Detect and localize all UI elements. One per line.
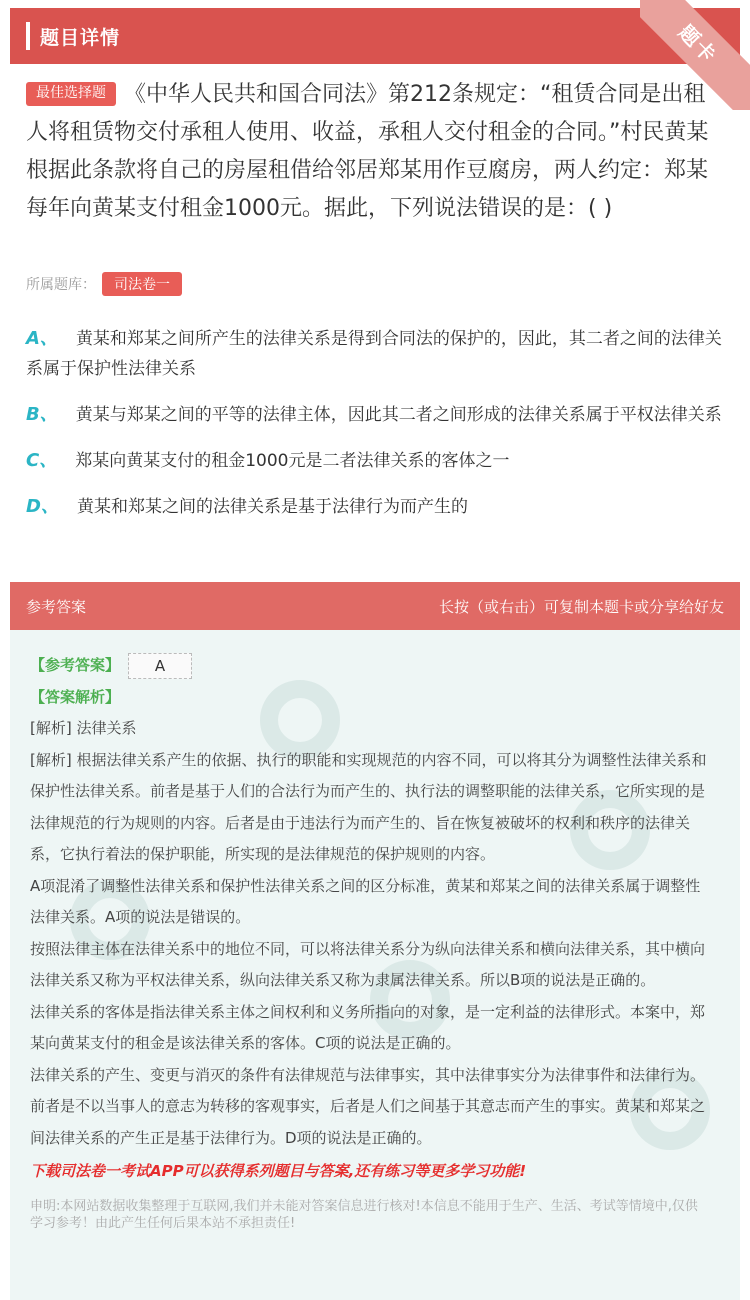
analysis-paragraph: 按照法律主体在法律关系中的地位不同，可以将法律关系分为纵向法律关系和横向法律关系，其中横向法律关系又称为平权法律关系，纵向法律关系又称为隶属法律关系。所以B项的说法是正确的。 [30,939,706,989]
option-d[interactable] [26,492,726,522]
answer-header-title: 参考答案 [26,597,87,616]
share-hint: 长按（或右击）可复制本题卡或分享给好友 [438,597,724,616]
answer-content [30,650,710,1232]
question-text-block [26,76,726,228]
analysis-paragraph: 法律关系的产生、变更与消灭的条件有法律规范与法律事实，其中法律事实分为法律事件和法律行为。前者是不以当事人的意志为转移的客观事实，后者是人们之间基于其意志而产生的事实。黄某和郑某之间法律关系的产生正是基于法律行为。D项的说法是正确的。 [30,1065,706,1147]
option-letter: C、 [26,450,58,471]
option-c[interactable] [26,446,726,476]
corner-ribbon-label[interactable]: 题卡 [640,0,750,110]
option-letter: B、 [26,404,58,425]
option-text: 郑某向黄某支付的租金1000元是二者法律关系的客体之一 [75,451,510,471]
option-b[interactable] [26,400,726,430]
header-bar [10,8,740,64]
analysis-paragraph: A项混淆了调整性法律关系和保护性法律关系之间的区分标准，黄某和郑某之间的法律关系属于调整性法律关系。A项的说法是错误的。 [30,876,701,926]
options-list [26,324,726,538]
app-download-link[interactable]: 下载司法卷一考试APP可以获得系列题目与答案,还有练习等更多学习功能! [30,1162,527,1180]
option-letter: A、 [26,328,58,349]
answer-panel [10,630,740,1300]
header-accent [26,22,30,50]
option-text: 黄某和郑某之间所产生的法律关系是得到合同法的保护的，因此，其二者之间的法律关系属于保护性法律关系 [26,329,722,379]
reference-answer-row [30,650,710,682]
analysis-paragraph: 法律关系的客体是指法律关系主体之间权利和义务所指向的对象，是一定利益的法律形式。本案中，郑某向黄某支付的租金是该法律关系的客体。C项的说法是正确的。 [30,1002,706,1052]
reference-answer-label: 【参考答案】 [30,656,121,674]
disclaimer-text: 申明:本网站数据收集整理于互联网,我们并未能对答案信息进行核对!本信息不能用于生产、生活、考试等情境中,仅供学习参考！由此产生任何后果本站不承担责任! [30,1198,698,1231]
bank-label: 所属题库： [26,277,96,293]
question-bank-row [26,272,182,296]
analysis-label: 【答案解析】 [30,687,121,706]
option-a[interactable] [26,324,726,384]
analysis-paragraph: [解析] 法律关系 [30,719,137,737]
option-text: 黄某与郑某之间的平等的法律主体，因此其二者之间形成的法律关系属于平权法律关系 [75,405,722,425]
option-text: 黄某和郑某之间的法律关系是基于法律行为而产生的 [76,497,468,517]
question-text: 《中华人民共和国合同法》第212条规定：“租赁合同是出租人将租赁物交付承租人使用、收益，承租人交付租金的合同。”村民黄某根据此条款将自己的房屋租借给邻居郑某用作豆腐房，两人约定：郑某每年向黄某支付租金1000元。据此，下列说法错误的是：( ) [26,82,709,221]
bank-tag[interactable]: 司法卷一 [102,272,182,296]
reference-answer-value: A [128,653,192,679]
answer-header-bar [10,582,740,630]
option-letter: D、 [26,496,59,517]
analysis-paragraph: [解析] 根据法律关系产生的依据、执行的职能和实现规范的内容不同，可以将其分为调整性法律关系和保护性法律关系。前者是基于人们的合法行为而产生的、执行法的调整职能的法律关系，它所实现的是法律规范的行为规则的内容。后者是由于违法行为而产生的、旨在恢复被破坏的权利和秩序的法律关系，它执行着法的保护职能，所实现的是法律规范的保护规则的内容。 [30,750,707,863]
page-title: 题目详情 [40,26,121,49]
question-type-tag: 最佳选择题 [26,82,116,106]
